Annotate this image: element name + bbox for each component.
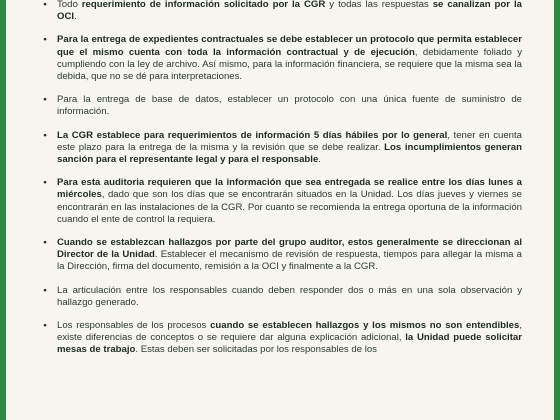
list-item — [40, 130, 522, 167]
text-segment: . Establecer el mecanismo de revisión de respuesta, tiempos para allegar la misma a la Dirección, firma del documento, remisión a la OCI y finalmente a la CGR. — [57, 249, 522, 273]
text-segment: . — [318, 154, 321, 166]
text-segment: , dado que son los días que se encontrarán situados en la Unidad. Los días jueves y viernes se encontrarán en las instalaciones de la CGR. Por cuanto se recomienda la entrega oportuna de la información cuando el ente de control la requiera. — [57, 189, 522, 225]
bold-text-segment: se canalizan por la OCI — [57, 0, 522, 23]
text-segment: Para la entrega de base de datos, establecer un protocolo con una única fuente de suministro de información. — [57, 94, 522, 118]
list-item — [40, 237, 522, 274]
bullet-text — [57, 285, 522, 309]
bullet-dot-icon: • — [43, 284, 47, 296]
text-segment: , debidamente foliado y cumpliendo con la ley de archivo. Así mismo, para la información financiera, se requiere que la misma sea la debida, que no se dé para interpretaciones. — [57, 46, 522, 83]
bold-text-segment: Para la entrega de expedientes contractuales se debe establecer un protocolo que permita establecer que el mismo cuenta con toda la información contractual y de ejecución — [57, 34, 522, 58]
bold-text-segment: Cuando se establezcan hallazgos por parte del grupo auditor, estos generalmente se direccionan al Director de la Unidad — [57, 237, 522, 261]
text-segment: . — [74, 11, 77, 23]
bullet-dot-icon: • — [43, 320, 47, 332]
text-segment: . Estas deben ser solicitadas por los responsables de los — [135, 344, 377, 356]
bullet-dot-icon: • — [43, 129, 47, 141]
bullet-dot-icon: • — [43, 177, 47, 189]
bold-text-segment: Los incumplimientos generan sanción para el representante legal y para el responsable — [57, 141, 522, 166]
bullet-dot-icon: • — [43, 237, 47, 249]
left-green-border — [0, 0, 6, 420]
bold-text-segment: La CGR establece para requerimientos de información 5 días hábiles por lo general — [57, 129, 448, 141]
bold-text-segment: cuando se establecen hallazgos y los mismos no son entendibles — [210, 320, 520, 332]
list-item — [40, 320, 522, 357]
bullet-text — [57, 0, 522, 23]
list-item — [40, 285, 522, 309]
right-green-border — [554, 0, 560, 420]
text-segment: , existe diferencias de conceptos o se requiere dar alguna explicación adicional, — [57, 320, 522, 344]
bullet-dot-icon: • — [43, 34, 47, 46]
list-item — [40, 94, 522, 118]
text-segment: La articulación entre los responsables cuando deben responder dos o más en una sola observación y hallazgo generado. — [57, 284, 522, 308]
text-segment: , tener en cuenta este plazo para la entrega de la misma y la revisión que se debe realizar. — [57, 129, 522, 153]
bullet-text — [57, 94, 522, 118]
bullet-text — [57, 320, 522, 357]
list-item — [40, 34, 522, 83]
bullet-dot-icon: • — [43, 94, 47, 106]
list-item — [40, 177, 522, 226]
list-item — [40, 0, 522, 23]
bullet-text — [57, 34, 522, 83]
bold-text-segment: la Unidad puede solicitar mesas de trabajo — [57, 332, 522, 356]
text-segment: y todas las respuestas — [325, 0, 433, 10]
bold-text-segment: requerimiento de información solicitado por la CGR — [81, 0, 326, 10]
text-segment: Los responsables de los procesos — [57, 320, 211, 332]
bullet-text — [57, 130, 522, 167]
bullet-text — [57, 237, 522, 274]
bold-text-segment: Para esta auditoria requieren que la información que sea entregada se realice entre los días lunes a miércoles — [57, 177, 522, 201]
bullet-dot-icon: • — [43, 0, 47, 10]
bullet-list — [40, 0, 522, 357]
text-segment: Todo — [57, 0, 82, 10]
bullet-text — [57, 177, 522, 226]
